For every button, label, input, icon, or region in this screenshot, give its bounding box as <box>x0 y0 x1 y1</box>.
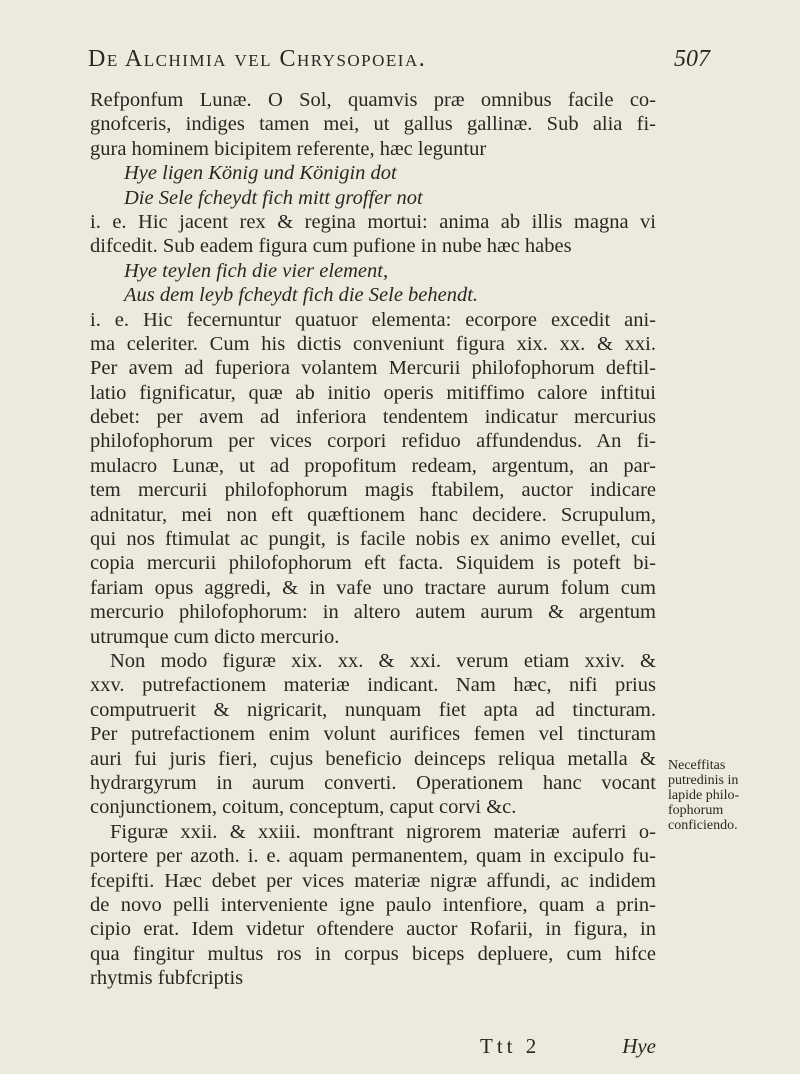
german-verse-line: Die Sele fcheydt fich mitt groffer not <box>124 186 423 209</box>
page-number: 507 <box>674 46 710 72</box>
text-line: tem mercurii philofophorum magis ftabilem, auctor indicare <box>90 479 656 502</box>
german-verse-line: Hye ligen König und Königin dot <box>124 162 397 185</box>
german-verse-line: Hye teylen fich die vier element, <box>124 259 389 282</box>
text-line: cipio erat. Idem videtur oftendere auctor Rofarii, in figura, in <box>90 918 656 941</box>
marginal-note-line: putredinis in <box>668 773 739 788</box>
text-line: Per putrefactionem enim volunt aurifices femen vel tincturam <box>90 723 656 746</box>
text-line: copia mercurii philofophorum eft facta. Siquidem is poteft bi- <box>90 552 656 575</box>
marginal-note-line: fophorum <box>668 803 724 818</box>
text-line: adnitatur, mei non eft quæftionem hanc decidere. Scrupulum, <box>90 503 656 526</box>
text-line: utrumque cum dicto mercurio. <box>90 625 340 648</box>
text-line: gura hominem bicipitem referente, hæc leguntur <box>90 137 487 160</box>
text-line: i. e. Hic fecernuntur quatuor elementa: ecorpore excedit ani- <box>90 308 656 331</box>
running-header <box>88 42 710 82</box>
text-line: fcepifti. Hæc debet per vices materiæ nigræ affundi, ac indidem <box>90 869 656 892</box>
text-line: qui nos ftimulat ac pungit, is facile nobis ex animo evellet, cui <box>90 528 656 551</box>
marginal-note-line: conficiendo. <box>668 818 738 833</box>
page-footer <box>90 1034 656 1062</box>
text-line: de novo pelli interveniente igne paulo intenfiore, quam a prin- <box>90 893 656 916</box>
text-line: portere per azoth. i. e. aquam permanentem, quam in excipulo fu- <box>90 845 656 868</box>
text-line: gnofceris, indiges tamen mei, ut gallus gallinæ. Sub alia fi- <box>90 113 656 136</box>
text-line: qua fingitur multus ros in corpus biceps depluere, cum hifce <box>90 942 656 965</box>
text-line: Refponfum Lunæ. O Sol, quamvis præ omnibus facile co- <box>90 89 656 111</box>
text-line: Figuræ xxii. & xxiii. monftrant nigrorem materiæ auferri o- <box>110 820 656 843</box>
text-line: philofophorum per vices corpori refiduo affundendus. An fi- <box>90 430 656 453</box>
catchword: Hye <box>622 1034 656 1058</box>
text-line: ma celeriter. Cum his dictis conveniunt figura xix. xx. & xxi. <box>90 332 656 355</box>
marginal-note-line: lapide philo- <box>668 788 740 803</box>
german-verse-line: Aus dem leyb fcheydt fich die Sele behendt. <box>124 284 479 307</box>
text-line: difcedit. Sub eadem figura cum pufione in nube hæc habes <box>90 235 572 258</box>
running-title: De Alchimia vel Chrysopoeia. <box>88 46 427 72</box>
text-line: mercurio philofophorum: in altero autem aurum & argentum <box>90 601 656 624</box>
text-line: conjunctionem, coitum, conceptum, caput corvi &c. <box>90 796 517 819</box>
text-line: i. e. Hic jacent rex & regina mortui: anima ab illis magna vi <box>90 210 656 233</box>
text-line: auri fui juris fieri, cujus beneficio deinceps reliqua metalla & <box>90 747 656 770</box>
text-line: Non modo figuræ xix. xx. & xxi. verum etiam xxiv. & <box>110 649 656 672</box>
marginal-note <box>668 758 776 833</box>
text-line: Per avem ad fuperiora volantem Mercurii philofophorum deftil- <box>90 357 656 380</box>
text-line: computruerit & nigricarit, nunquam fiet apta ad tincturam. <box>90 698 656 721</box>
body-text <box>90 88 656 990</box>
text-line: latio fignificatur, quæ ab initio operis mitiffimo calore inftitui <box>90 381 656 404</box>
text-line: xxv. putrefactionem materiæ indicant. Nam hæc, nifi prius <box>90 674 656 697</box>
text-line: fariam opus aggredi, & in vafe uno tractare aurum folum cum <box>90 576 656 599</box>
marginal-note-line: Neceffitas <box>668 758 726 773</box>
text-line: rhytmis fubfcriptis <box>90 967 244 990</box>
signature-mark: Ttt 2 <box>480 1034 541 1058</box>
text-line: debet: per avem ad inferiora tendentem indicatur mercurius <box>90 406 656 429</box>
text-line: hydrargyrum in aurum converti. Operationem hanc vocant <box>90 771 656 794</box>
text-line: mulacro Lunæ, ut ad propofitum redeam, argentum, an par- <box>90 454 656 477</box>
